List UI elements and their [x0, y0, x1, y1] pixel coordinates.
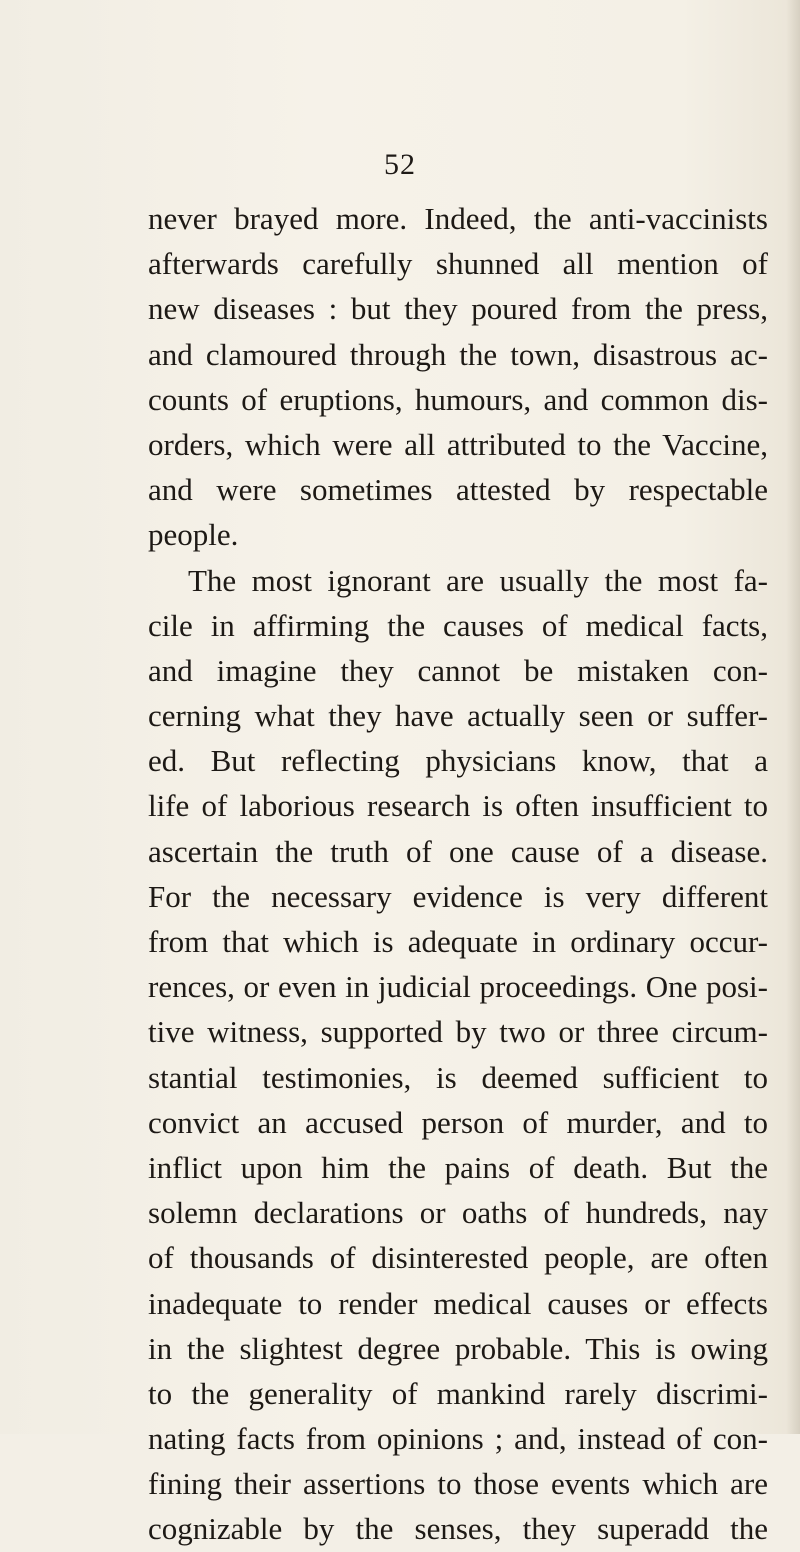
- text-line: counts of eruptions, humours, and common dis-: [148, 381, 768, 417]
- text-line: cognizable by the senses, they superadd the: [148, 1511, 768, 1547]
- text-line: cerning what they have actually seen or suffer-: [148, 698, 768, 734]
- text-line: The most ignorant are usually the most fa-: [188, 562, 768, 598]
- text-line: stantial testimonies, is deemed sufficient to: [148, 1059, 768, 1095]
- text-line: of thousands of disinterested people, are often: [148, 1240, 768, 1276]
- text-line: and imagine they cannot be mistaken con-: [148, 652, 768, 688]
- text-line: and clamoured through the town, disastrous ac-: [148, 336, 768, 372]
- text-line: life of laborious research is often insufficient to: [148, 788, 768, 824]
- body-text: [148, 196, 768, 1552]
- text-line: fining their assertions to those events which are: [148, 1466, 768, 1502]
- text-line: in the slightest degree probable. This is owing: [148, 1330, 768, 1366]
- text-line: cile in affirming the causes of medical facts,: [148, 607, 768, 643]
- text-line: new diseases : but they poured from the press,: [148, 291, 768, 327]
- text-line: never brayed more. Indeed, the anti-vaccinists: [148, 201, 768, 236]
- page-edge-shadow: [786, 0, 800, 1434]
- text-line: and were sometimes attested by respectable: [148, 472, 768, 508]
- text-line: people.: [148, 517, 239, 553]
- text-line: inflict upon him the pains of death. But the: [148, 1149, 768, 1185]
- text-line: For the necessary evidence is very different: [148, 878, 768, 914]
- text-line: ascertain the truth of one cause of a disease.: [148, 833, 768, 869]
- text-line: afterwards carefully shunned all mention of: [148, 246, 768, 282]
- text-line: rences, or even in judicial proceedings. One posi-: [148, 969, 768, 1005]
- text-line: to the generality of mankind rarely discrimi-: [148, 1375, 768, 1411]
- text-line: convict an accused person of murder, and to: [148, 1104, 768, 1140]
- page-number: 52: [384, 148, 416, 181]
- text-line: solemn declarations or oaths of hundreds, nay: [148, 1195, 768, 1231]
- text-line: inadequate to render medical causes or effects: [148, 1285, 768, 1321]
- text-line: nating facts from opinions ; and, instead of con-: [148, 1421, 768, 1457]
- text-line: orders, which were all attributed to the Vaccine,: [148, 426, 768, 462]
- text-line: tive witness, supported by two or three circum-: [148, 1014, 768, 1050]
- text-line: ed. But reflecting physicians know, that a: [148, 743, 768, 779]
- text-line: from that which is adequate in ordinary occur-: [148, 924, 768, 959]
